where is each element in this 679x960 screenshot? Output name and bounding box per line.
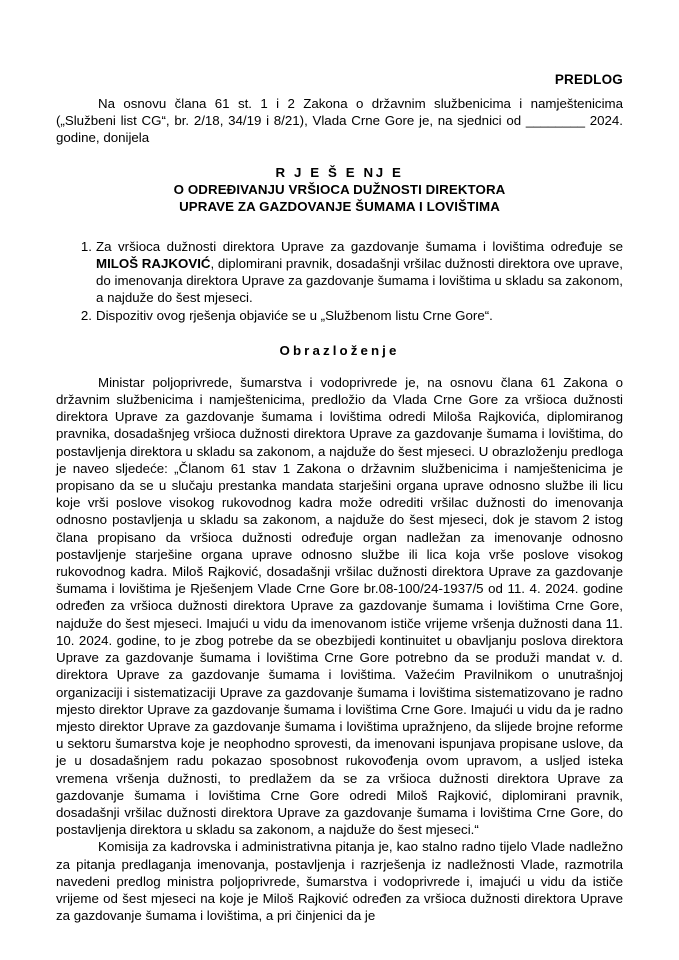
title-line-subject: O ODREĐIVANJU VRŠIOCA DUŽNOSTI DIREKTORA xyxy=(173,182,506,198)
document-title xyxy=(56,164,623,216)
list-item-text-before: Za vršioca dužnosti direktora Uprave za gazdovanje šumama i lovištima određuje se xyxy=(96,238,623,254)
explanation-body xyxy=(56,374,623,925)
title-line-authority: UPRAVE ZA GAZDOVANJE ŠUMAMA I LOVIŠTIMA xyxy=(179,199,500,215)
list-marker: 2. xyxy=(80,307,92,323)
explanation-heading: Obrazloženje xyxy=(279,342,400,358)
list-marker: 1. xyxy=(80,238,92,254)
list-item-text-before: Dispozitiv ovog rješenja objaviće se u „Službenom listu Crne Gore“. xyxy=(96,307,493,323)
decision-list xyxy=(56,238,623,324)
list-item xyxy=(56,238,623,307)
document-label: PREDLOG xyxy=(554,72,623,87)
explanation-paragraph: Ministar poljoprivrede, šumarstva i vodoprivrede je, na osnovu člana 61 Zakona o državnim službenicima i namještenicima, predložio da Vlada Crne Gore za vršioca dužnosti direktora Uprave za gazdovanje šumama i lovištima odredi Miloša Rajkovića, diplomiranog pravnika, dosadašnjeg vršioca dužnosti direktora Uprave za gazdovanje šumama i lovištima, do postavljenja direktora u skladu sa zakonom, a najduže do šest mjeseci. U obrazloženju predloga je naveo sljedeće: „Članom 61 stav 1 Zakona o državnim službenicima i namještenicima je propisano da se u slučaju prestanka mandata starješini organa uprave odnosno službe ili licu koje vrši poslove visokog rukovodnog kadra može odrediti vršilac dužnosti do imenovanja odnosno postavljenja u skladu sa zakonom, a najduže do šest mjeseci, dok je stavom 2 istog člana propisano da vršioca dužnosti određuje organ nadležan za imenovanje odnosno postavljenje starješine organa uprave odnosno službe ili lica koja vrše poslove visokog rukovodnog kadra. Miloš Rajković, dosadašnji vršilac dužnosti direktora Uprave za gazdovanje šumama i lovištima je Rješenjem Vlade Crne Gore br.08-100/24-1937/5 od 11. 4. 2024. godine određen za vršioca dužnosti direktora Uprave za gazdovanje šumama i lovištima Crne Gore, najduže do šest mjeseci. Imajući u vidu da imenovanom ističe vrijeme vršenja dužnosti dana 11. 10. 2024. godine, to je zbog potrebe da se obezbijedi kontinuitet u obavljanju poslova direktora Uprave za gazdovanje šumama i lovištima Crne Gore potrebno da se produži mandat v. d. direktora Uprave za gazdovanje šumama i lovištima. Važećim Pravilnikom o unutrašnjoj organizaciji i sistematizaciji Uprave za gazdovanje šumama i lovištima sistematizovano je radno mjesto direktor Uprave za gazdovanje šumama i lovištima Crne Gore. Imajući u vidu da je radno mjesto direktor Uprave za gazdovanje šumama i lovištima upražnjeno, da slijede brojne reforme u sektoru šumarstva koje je neophodno sprovesti, da imenovani ispunjava propisane uslove, da je u dosadašnjem radu pokazao sposobnost rukovođenja ovom upravom, a usljed isteka vremena vršenja dužnosti, to predlažem da se za vršioca dužnosti direktora Uprave za gazdovanje šumama i lovištima Crne Gore odredi Miloš Rajković, diplomirani pravnik, dosadašnji vršilac dužnosti direktora Uprave za gazdovanje šumama i lovištima Crne Gore, do postavljenja direktora u skladu sa zakonom, a najduže do šest mjeseci.“ xyxy=(56,374,623,838)
appointee-name: MILOŠ RAJKOVIĆ xyxy=(96,256,211,272)
list-item xyxy=(56,307,623,324)
title-line-rjesenje: R J E Š E NJ E xyxy=(275,164,404,180)
legal-basis-paragraph: Na osnovu člana 61 st. 1 i 2 Zakona o državnim službenicima i namještenicima („Službeni list CG“, br. 2/18, 34/19 i 8/21), Vlada Crne Gore je, na sjednici od ________ 2024. godine, donijela xyxy=(56,96,623,146)
predlog-row xyxy=(56,0,623,89)
list-item-text-after: , diplomirani pravnik, dosadašnji vršilac dužnosti direktora ove uprave, do imenovanja direktora Uprave za gazdovanje šumama i lovištima u skladu sa zakonom, a najduže do šest mjeseci. xyxy=(96,256,624,306)
explanation-paragraph: Komisija za kadrovska i administrativna pitanja je, kao stalno radno tijelo Vlade nadležno za pitanja predlaganja imenovanja, postavljenja i razrješenja iz nadležnosti Vlade, razmotrila navedeni predlog ministra poljoprivrede, šumarstva i vodoprivrede i, imajući u vidu da ističe vrijeme od šest mjeseci na koje je Miloš Rajković određen za vršioca dužnosti direktora Uprave za gazdovanje šumama i lovištima, a pri činjenici da je xyxy=(56,839,623,924)
